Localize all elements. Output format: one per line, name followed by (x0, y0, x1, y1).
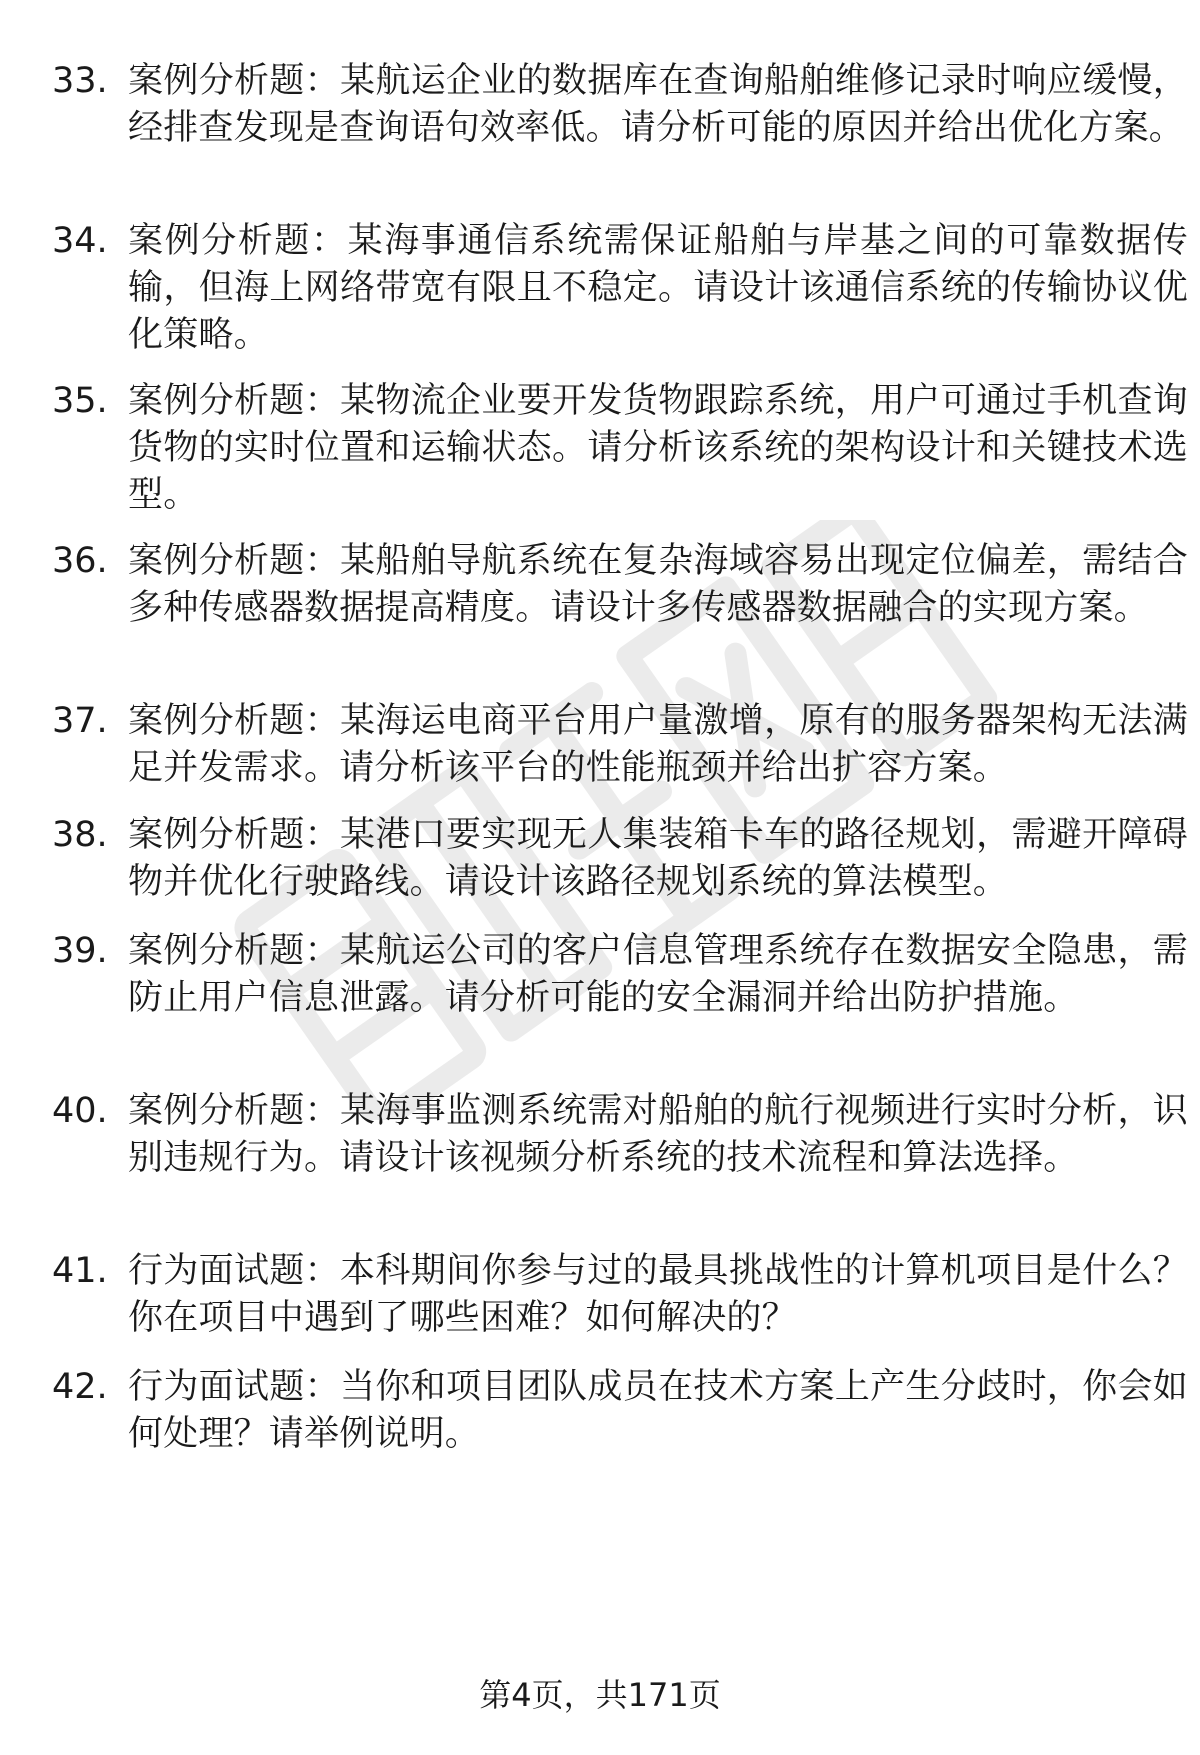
question-type: 案例分析题： (128, 815, 341, 855)
question-body (128, 1248, 1188, 1342)
question-type: 案例分析题： (128, 381, 341, 421)
question-body (128, 218, 1188, 359)
question-number: 36. (52, 541, 108, 581)
question-number: 39. (52, 931, 108, 971)
question-type: 案例分析题： (128, 61, 341, 101)
question-body (128, 1088, 1188, 1182)
question-number: 42. (52, 1367, 108, 1407)
question-body (128, 1364, 1188, 1458)
question-body (128, 58, 1188, 152)
question-type: 案例分析题： (128, 931, 341, 971)
question-type: 行为面试题： (128, 1251, 341, 1291)
question-type: 案例分析题： (128, 541, 341, 581)
question-number: 35. (52, 381, 108, 421)
question-text: 本科期间你参与过的最具挑战性的计算机项目是什么？你在项目中遇到了哪些困难？如何解决的？ (128, 1251, 1188, 1338)
question-text: 某物流企业要开发货物跟踪系统，用户可通过手机查询货物的实时位置和运输状态。请分析该系统的架构设计和关键技术选型。 (128, 381, 1188, 515)
question-body (128, 928, 1188, 1022)
page-number-footer: 第4页，共171页 (479, 1676, 721, 1714)
question-text: 某港口要实现无人集装箱卡车的路径规划，需避开障碍物并优化行驶路线。请设计该路径规划系统的算法模型。 (128, 815, 1188, 902)
question-body (128, 538, 1188, 632)
question-text: 某船舶导航系统在复杂海域容易出现定位偏差，需结合多种传感器数据提高精度。请设计多传感器数据融合的实现方案。 (128, 541, 1188, 628)
question-text: 某航运企业的数据库在查询船舶维修记录时响应缓慢，经排查发现是查询语句效率低。请分析可能的原因并给出优化方案。 (128, 61, 1188, 148)
question-body (128, 698, 1188, 792)
question-number: 33. (52, 61, 108, 101)
question-body (128, 812, 1188, 906)
question-number: 40. (52, 1091, 108, 1131)
question-body (128, 378, 1188, 519)
question-text: 某航运公司的客户信息管理系统存在数据安全隐患，需防止用户信息泄露。请分析可能的安全漏洞并给出防护措施。 (128, 931, 1188, 1018)
question-number: 38. (52, 815, 108, 855)
question-text: 当你和项目团队成员在技术方案上产生分歧时，你会如何处理？请举例说明。 (128, 1367, 1188, 1454)
question-number: 34. (52, 221, 108, 261)
question-text: 某海运电商平台用户量激增，原有的服务器架构无法满足并发需求。请分析该平台的性能瓶颈并给出扩容方案。 (128, 701, 1188, 788)
question-type: 案例分析题： (128, 1091, 341, 1131)
question-number: 41. (52, 1251, 108, 1291)
question-type: 行为面试题： (128, 1367, 341, 1407)
question-type: 案例分析题： (128, 701, 341, 741)
question-text: 某海事通信系统需保证船舶与岸基之间的可靠数据传输，但海上网络带宽有限且不稳定。请设计该通信系统的传输协议优化策略。 (128, 221, 1189, 355)
question-number: 37. (52, 701, 108, 741)
question-type: 案例分析题： (128, 221, 348, 261)
question-text: 某海事监测系统需对船舶的航行视频进行实时分析，识别违规行为。请设计该视频分析系统的技术流程和算法选择。 (128, 1091, 1188, 1178)
